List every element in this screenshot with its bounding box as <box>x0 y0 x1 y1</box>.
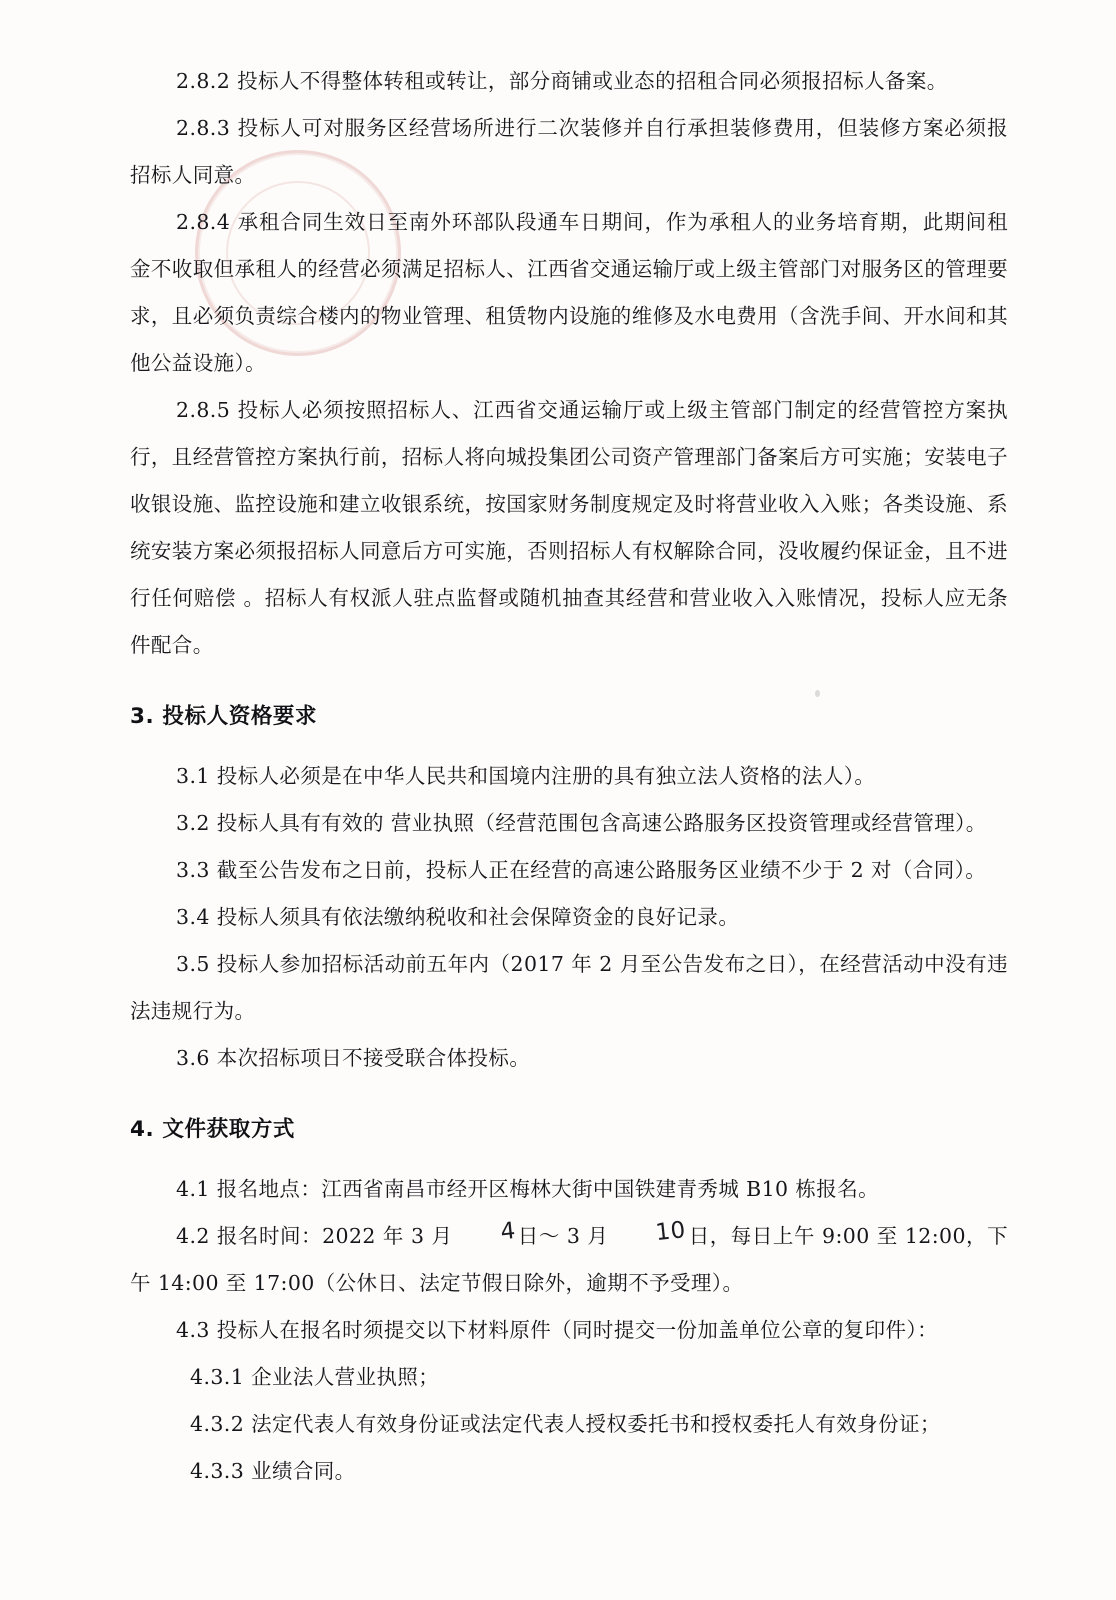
item-4-1: 4.1 报名地点：江西省南昌市经开区梅林大街中国铁建青秀城 B10 栋报名。 <box>176 1177 879 1201</box>
heading-section-3: 3. 投标人资格要求 <box>130 704 318 729</box>
item-3-4: 3.4 投标人须具有依法缴纳税收和社会保障资金的良好记录。 <box>176 905 740 929</box>
item-3-5: 3.5 投标人参加招标活动前五年内（2017 年 2 月至公告发布之日），在经营活动中没有违法违规行为。 <box>130 952 1008 1023</box>
item-3-2: 3.2 投标人具有有效的 营业执照（经营范围包含高速公路服务区投资管理或经营管理）。 <box>176 811 987 835</box>
handwritten-day-start: 4 <box>498 1217 517 1246</box>
item-4-2 <box>130 1213 1008 1307</box>
item-4-2-middle: 日～ 3 月 <box>517 1224 609 1248</box>
item-3-6: 3.6 本次招标项日不接受联合体投标。 <box>176 1046 531 1070</box>
item-4-3-3: 4.3.3 业绩合同。 <box>190 1459 356 1483</box>
paragraph-2-8-3: 2.8.3 投标人可对服务区经营场所进行二次装修并自行承担装修费用，但装修方案必须报招标人同意。 <box>130 116 1008 187</box>
paragraph-2-8-2: 2.8.2 投标人不得整体转租或转让，部分商铺或业态的招租合同必须报招标人备案。 <box>176 69 948 93</box>
item-4-3-1: 4.3.1 企业法人营业执照； <box>190 1365 440 1389</box>
paragraph-2-8-4: 2.8.4 承租合同生效日至南外环部队段通车日期间，作为承租人的业务培育期，此期间租金不收取但承租人的经营必须满足招标人、江西省交通运输厅或上级主管部门对服务区的管理要求，且必须负责综合楼内的物业管理、租赁物内设施的维修及水电费用（含洗手间、开水间和其他公益设施）。 <box>130 210 1008 375</box>
item-4-2-before: 4.2 报名时间：2022 年 3 月 <box>176 1224 453 1248</box>
heading-section-4: 4. 文件获取方式 <box>130 1117 296 1142</box>
item-4-2-after: 日，每日上午 9:00 至 12:00，下午 14:00 至 17:00（公休日、法定节假日除外，逾期不予受理）。 <box>130 1224 1009 1295</box>
paragraph-2-8-5: 2.8.5 投标人必须按照招标人、江西省交通运输厅或上级主管部门制定的经营管控方案执行，且经营管控方案执行前，招标人将向城投集团公司资产管理部门备案后方可实施；安装电子收银设施、监控设施和建立收银系统，按国家财务制度规定及时将营业收入入账；各类设施、系统安装方案必须报招标人同意后方可实施，否则招标人有权解除合同，没收履约保证金，且不进行任何赔偿 。招标人有权派人驻点监督或随机抽查其经营和营业收入入账情况，投标人应无条件配合。 <box>130 398 1008 657</box>
item-3-3: 3.3 截至公告发布之日前，投标人正在经营的高速公路服务区业绩不少于 2 对（合同）。 <box>176 858 987 882</box>
item-4-3: 4.3 投标人在报名时须提交以下材料原件（同时提交一份加盖单位公章的复印件）： <box>176 1318 938 1342</box>
document-body <box>130 58 1008 1495</box>
handwritten-day-end: 10 <box>654 1217 688 1247</box>
item-4-3-2: 4.3.2 法定代表人有效身份证或法定代表人授权委托书和授权委托人有效身份证； <box>190 1412 941 1436</box>
item-3-1: 3.1 投标人必须是在中华人民共和国境内注册的具有独立法人资格的法人）。 <box>176 764 876 788</box>
